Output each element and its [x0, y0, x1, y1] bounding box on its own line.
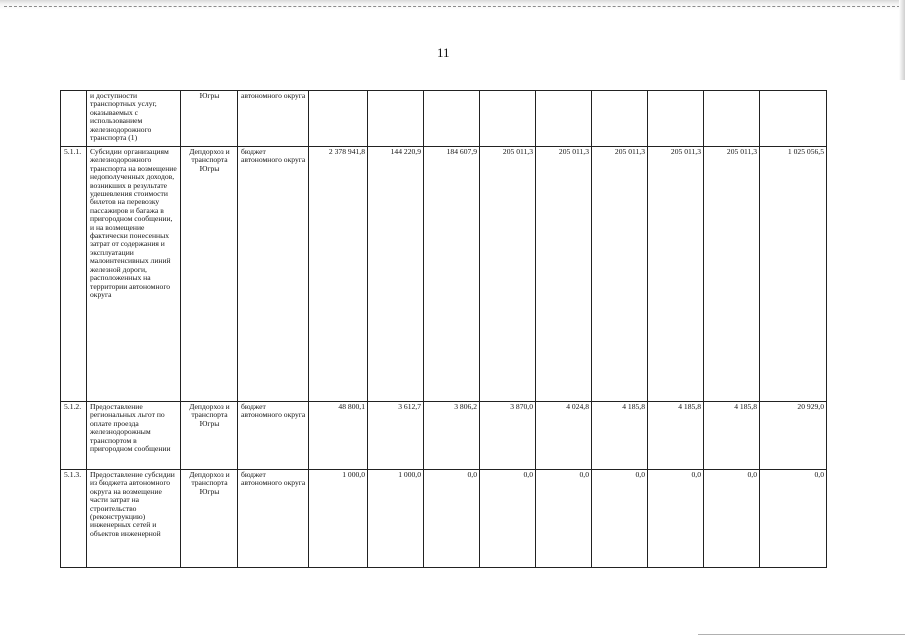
table-row	[61, 91, 827, 147]
value-cell: 0,0	[480, 470, 536, 568]
value-cell: 48 800,1	[309, 402, 368, 470]
table-row	[61, 470, 827, 568]
value-cell	[536, 91, 592, 147]
funding-source: бюджет автономного округа	[238, 402, 309, 470]
funding-source: бюджет автономного округа	[238, 470, 309, 568]
value-cell: 3 612,7	[368, 402, 424, 470]
row-number	[61, 91, 87, 147]
value-cell	[480, 91, 536, 147]
scan-top-shadow	[0, 0, 905, 10]
value-cell: 4 185,8	[648, 402, 704, 470]
value-cell	[592, 91, 648, 147]
activity-name: Предоставление субсидии из бюджета автономного округа на возмещение части затрат на строительство (реконструкцию) инженерных сетей и объектов инженерной	[87, 470, 181, 568]
value-cell: 205 011,3	[536, 147, 592, 402]
total-cell: 20 929,0	[760, 402, 827, 470]
value-cell: 205 011,3	[648, 147, 704, 402]
value-cell: 3 870,0	[480, 402, 536, 470]
executor: Депдорхоз и транспорта Югры	[181, 147, 238, 402]
value-cell: 2 378 941,8	[309, 147, 368, 402]
value-cell	[309, 91, 368, 147]
scan-right-shadow	[899, 0, 905, 80]
executor: Депдорхоз и транспорта Югры	[181, 402, 238, 470]
value-cell: 4 185,8	[704, 402, 760, 470]
value-cell: 4 185,8	[592, 402, 648, 470]
value-cell: 1 000,0	[309, 470, 368, 568]
activity-name: Субсидии организациям железнодорожного транспорта на возмещение недополученных доходов, возникших в результате удешевления стоимости билетов на перевозку пассажиров и багажа в пригородном сообщении, и на возмещение фактически понесенных затрат от содержания и эксплуатации малоинтенсивных линий железной дороги, расположенных на территории автономного округа	[87, 147, 181, 402]
value-cell: 0,0	[648, 470, 704, 568]
value-cell: 3 806,2	[424, 402, 480, 470]
executor: Югры	[181, 91, 238, 147]
activity-name: и доступности транспортных услуг, оказываемых с использованием железнодорожного транспорта (1)	[87, 91, 181, 147]
total-cell	[760, 91, 827, 147]
value-cell: 0,0	[424, 470, 480, 568]
row-number: 5.1.2.	[61, 402, 87, 470]
row-number: 5.1.1.	[61, 147, 87, 402]
value-cell: 205 011,3	[704, 147, 760, 402]
funding-source: автономного округа	[238, 91, 309, 147]
total-cell: 1 025 056,5	[760, 147, 827, 402]
activity-name: Предоставление региональных льгот по оплате проезда железнодорожным транспортом в пригородном сообщении	[87, 402, 181, 470]
value-cell: 144 220,9	[368, 147, 424, 402]
value-cell: 205 011,3	[480, 147, 536, 402]
value-cell	[368, 91, 424, 147]
funding-source: бюджет автономного округа	[238, 147, 309, 402]
value-cell: 1 000,0	[368, 470, 424, 568]
value-cell: 0,0	[704, 470, 760, 568]
value-cell: 0,0	[592, 470, 648, 568]
executor: Депдорхоз и транспорта Югры	[181, 470, 238, 568]
value-cell: 4 024,8	[536, 402, 592, 470]
page-number: 11	[437, 45, 450, 60]
value-cell: 184 607,9	[424, 147, 480, 402]
total-cell: 0,0	[760, 470, 827, 568]
table-row	[61, 402, 827, 470]
table-row	[61, 147, 827, 402]
program-table	[60, 90, 827, 568]
value-cell: 0,0	[536, 470, 592, 568]
value-cell	[648, 91, 704, 147]
scan-bottom-edge	[698, 634, 905, 635]
scan-top-edge	[4, 6, 900, 7]
value-cell: 205 011,3	[592, 147, 648, 402]
value-cell	[424, 91, 480, 147]
row-number: 5.1.3.	[61, 470, 87, 568]
value-cell	[704, 91, 760, 147]
